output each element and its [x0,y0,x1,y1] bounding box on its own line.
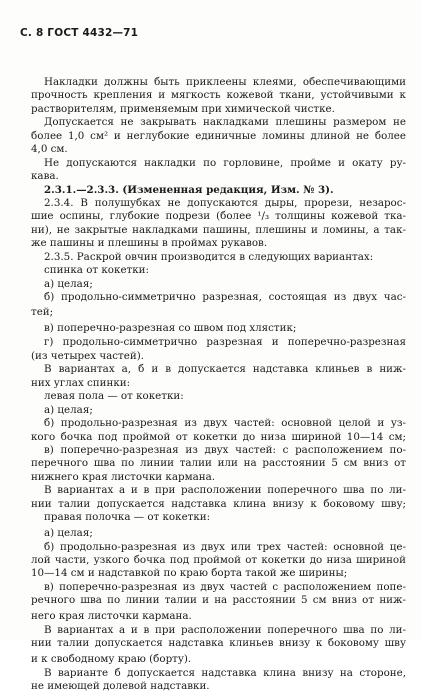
text-line: в) поперечно-разрезная из двух частей с расположением попе- [44,580,406,593]
text-line: (из четырех частей). [31,349,144,362]
text-line: нии талии допускается надставка клиньев внизу к боковому шву [31,637,406,650]
text-line: же пашины и плешины в проймах рукавов. [31,237,268,250]
text-line: В варианте б допускается надставка клина внизу на стороне, [44,666,406,679]
text-line: прочность крепления и мягкость кожевой ткани, устойчивыми к [31,89,406,102]
text-line: левая пола — от кокетки: [44,390,184,403]
text-line: б) продольно-разрезная из двух частей: основной целой и уз- [44,417,406,430]
text-line: не имеющей долевой надставки. [31,680,210,693]
text-line: кого бочка под проймой от кокетки до низа шириной 10—14 см; [31,430,406,443]
text-line: ни), не закрытые накладками пашины, плешины и ломины, а так- [31,223,406,236]
text-line: а) целая; [44,526,93,539]
text-line: г) продольно-симметрично разрезная и поперечно-разрезная [44,336,406,349]
text-line: более 1,0 см² и неглубокие единичные ломины длиной не более [31,129,406,142]
text-line: кава. [31,170,59,183]
text-line: Допускается не закрывать накладками плешины размером не [44,116,406,129]
text-line: В вариантах а, б и в допускается надставка клиньев в ниж- [44,363,406,376]
text-line: 4,0 см. [31,143,68,156]
text-line: перечного шва по линии талии или на расстоянии 5 см вниз от [31,457,406,470]
text-line: растворителям, применяемым при химической чистке. [31,102,335,115]
text-line: б) продольно-симметрично разрезная, состоящая из двух час- [44,291,406,303]
text-line: а) целая; [44,403,93,416]
text-line: в) поперечно-разрезная со швом под хлястик; [44,322,297,335]
text-line: нижнего края листочки кармана. [31,470,215,483]
text-line: а) целая; [44,277,93,290]
text-line: нии талии допускается надставка клина внизу к боковому шву; [31,497,406,510]
text-line: 2.3.5. Раскрой овчин производится в следующих вариантах: [44,250,374,263]
text-line: них углах спинки: [31,376,131,389]
text-line: Не допускаются накладки по горловине, пройме и окату ру- [44,156,406,169]
text-line: 2.3.4. В полушубках не допускаются дыры, прорези, незарос- [44,196,406,209]
text-line: тей; [31,306,54,319]
text-line: речного шва по линии талии и на расстоянии 5 см вниз от ниж- [31,594,406,607]
text-line: в) поперечно-разрезная из двух частей: с расположением по- [44,443,406,456]
text-line: В вариантах а и в при расположении поперечного шва по ли- [44,623,406,636]
text-line: лой части, узкого бочка под проймой от кокетки до низа шириной [31,554,406,566]
text-line: него края листочки кармана. [31,609,192,622]
text-line: Накладки должны быть приклеены клеями, обеспечивающими [44,76,406,88]
text-line: шие оспины, глубокие подрези (более ¹/₃ толщины кожевой тка- [31,210,406,223]
text-line: и к свободному краю (борту). [31,652,192,665]
text-line: спинка от кокетки: [44,264,150,277]
text-line: В вариантах а и в при расположении поперечного шва по ли- [44,484,406,497]
text-line: правая полочка — от кокетки: [44,511,211,524]
text-line: 2.3.1.—2.3.3. (Измененная редакция, Изм. № 3). [44,183,334,196]
text-line: 10—14 см и надставкой по краю борта такой же ширины; [31,567,348,580]
text-line: б) продольно-разрезная из двух или трех частей: основной це- [44,540,406,553]
page-header: С. 8 ГОСТ 4432—71 [20,27,139,39]
document-body [31,76,406,694]
